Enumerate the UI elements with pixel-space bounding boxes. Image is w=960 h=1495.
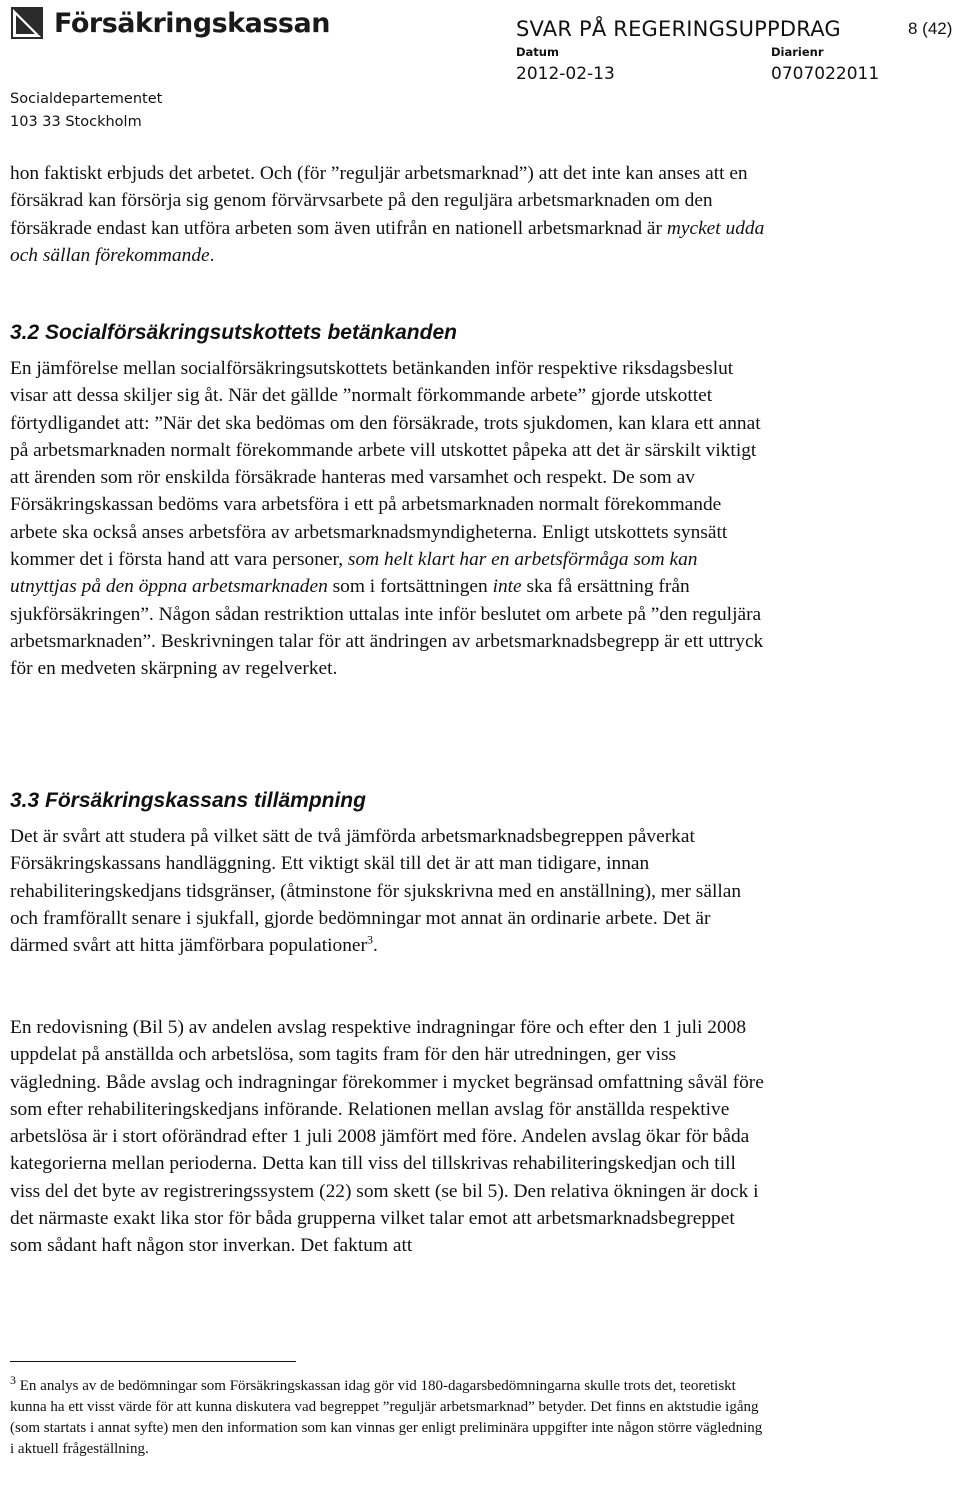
document-type: SVAR PÅ REGERINGSUPPDRAG — [516, 17, 841, 41]
section-heading-3-3: 3.3 Försäkringskassans tillämpning — [10, 789, 366, 812]
paragraph-2-text: En jämförelse mellan socialförsäkringsutskottets betänkanden inför respektive riksdagsbeslut visar att dessa skiljer sig åt. När det gällde ”normalt förkommande arbete” gjorde utskottet förtydligandet att: ”När det ska bedömas om den försäkrade, trots sjukdomen, kan klara ett annat på arbetsmarknaden normalt förekommande arbete vill utskottet påpeka att det är särskilt viktigt att ärenden som rör enskilda försäkrade hanteras med varsamhet och respekt. De som av Försäkringskassan bedöms vara arbetsföra i ett på arbetsmarknaden normalt förekommande arbete ska också anses arbetsföra av arbetsmarknadsmyndigheterna. Enligt utskottets synsätt kommer det i första hand att vara personer, — [10, 358, 761, 571]
paragraph-2-emphasis-2: inte — [492, 576, 522, 598]
recipient-address: 103 33 Stockholm — [10, 114, 142, 130]
paragraph-3 — [10, 823, 765, 959]
footnote-marker: 3 — [10, 1373, 16, 1387]
paragraph-2-text-3: ska få ersättning från sjukförsäkringen”. Någon sådan restriktion uttalas inte inför beslutet om arbete på ”den reguljära arbetsmarknaden”. Beskrivningen talar för att ändringen av arbetsmarknadsbegrepp är ett uttryck för en medveten skärpning av regelverket. — [10, 576, 764, 680]
page-number: 8 (42) — [908, 19, 953, 38]
paragraph-1-end: . — [209, 244, 215, 266]
logo-text: Försäkringskassan — [54, 7, 330, 39]
footnote-reference[interactable]: 3 — [366, 932, 373, 947]
paragraph-2-emphasis-1: som helt klart har en arbetsförmåga som kan utnyttjas på den öppna arbetsmarknaden — [10, 549, 698, 598]
paragraph-3-end: . — [372, 935, 378, 957]
logo — [10, 6, 330, 40]
paragraph-1-emphasis: mycket udda och sällan förekommande — [10, 217, 765, 266]
paragraph-2-text-2: som i fortsättningen — [327, 576, 493, 598]
footnote-divider — [10, 1361, 296, 1362]
paragraph-1-text: hon faktiskt erbjuds det arbetet. Och (för ”reguljär arbetsmarknad”) att det inte kan anses att en försäkrad kan försörja sig genom förvärvsarbete på den reguljära arbetsmarknaden om den försäkrade endast kan utföra arbeten som även utifrån en nationell arbetsmarknad är — [10, 163, 748, 239]
paragraph-4: En redovisning (Bil 5) av andelen avslag respektive indragningar före och efter den 1 juli 2008 uppdelat på anställda och arbetslösa, som tagits fram för den här utredningen, ger viss vägledning. Både avslag och indragningar förekommer i mycket begränsad omfattning såväl före som efter rehabiliteringskedjans införande. Relationen mellan avslag för anställda respektive arbetslösa är i stort oförändrad efter 1 juli 2008 jämfört med före. Andelen avslag ökar för båda kategorierna mellan perioderna. Detta kan till viss del tillskrivas rehabiliteringskedjan och till viss del det byte av registreringssystem (22) som skett (se bil 5). Den relativa ökningen är dock i det närmaste exakt lika stor för båda grupperna vilket talar emot att arbetsmarknadsbegreppet som sådant haft någon stor inverkan. Det faktum att — [10, 1017, 764, 1257]
diarienr-label: Diarienr — [771, 45, 824, 59]
diarienr-value: 0707022011 — [771, 64, 880, 84]
date-value: 2012-02-13 — [516, 64, 615, 84]
recipient-name: Socialdepartementet — [10, 91, 163, 107]
logo-mark-icon — [10, 6, 44, 40]
paragraph-3-text: Det är svårt att studera på vilket sätt de två jämförda arbetsmarknadsbegreppen påverkat Försäkringskassans handläggning. Ett viktigt skäl till det är att man tidigare, innan rehabiliteringskedjans tidsgränser, (åtminstone för sjukskrivna med en anställning), mer sällan och framförallt senare i sjukfall, gjorde bedömningar mot annat än ordinarie arbete. Det är därmed svårt att hitta jämförbara populationer — [10, 826, 742, 957]
footnote-text: En analys av de bedömningar som Försäkringskassan idag gör vid 180-dagarsbedömningarna skulle trots det, teoretiskt kunna ha ett visst värde för att kunna diskutera vad begreppet ”reguljär arbetsmarknad” betyder. Det finns en aktstudie igång (som startats i annat syfte) men den information som kan vinnas ger enligt preliminära uppgifter inte någon större vägledning i aktuell frågeställning. — [10, 1378, 763, 1457]
paragraph-1 — [10, 160, 765, 269]
paragraph-2 — [10, 355, 765, 683]
date-label: Datum — [516, 45, 559, 59]
section-heading-3-2: 3.2 Socialförsäkringsutskottets betänkanden — [10, 321, 457, 344]
footnote — [10, 1373, 770, 1460]
